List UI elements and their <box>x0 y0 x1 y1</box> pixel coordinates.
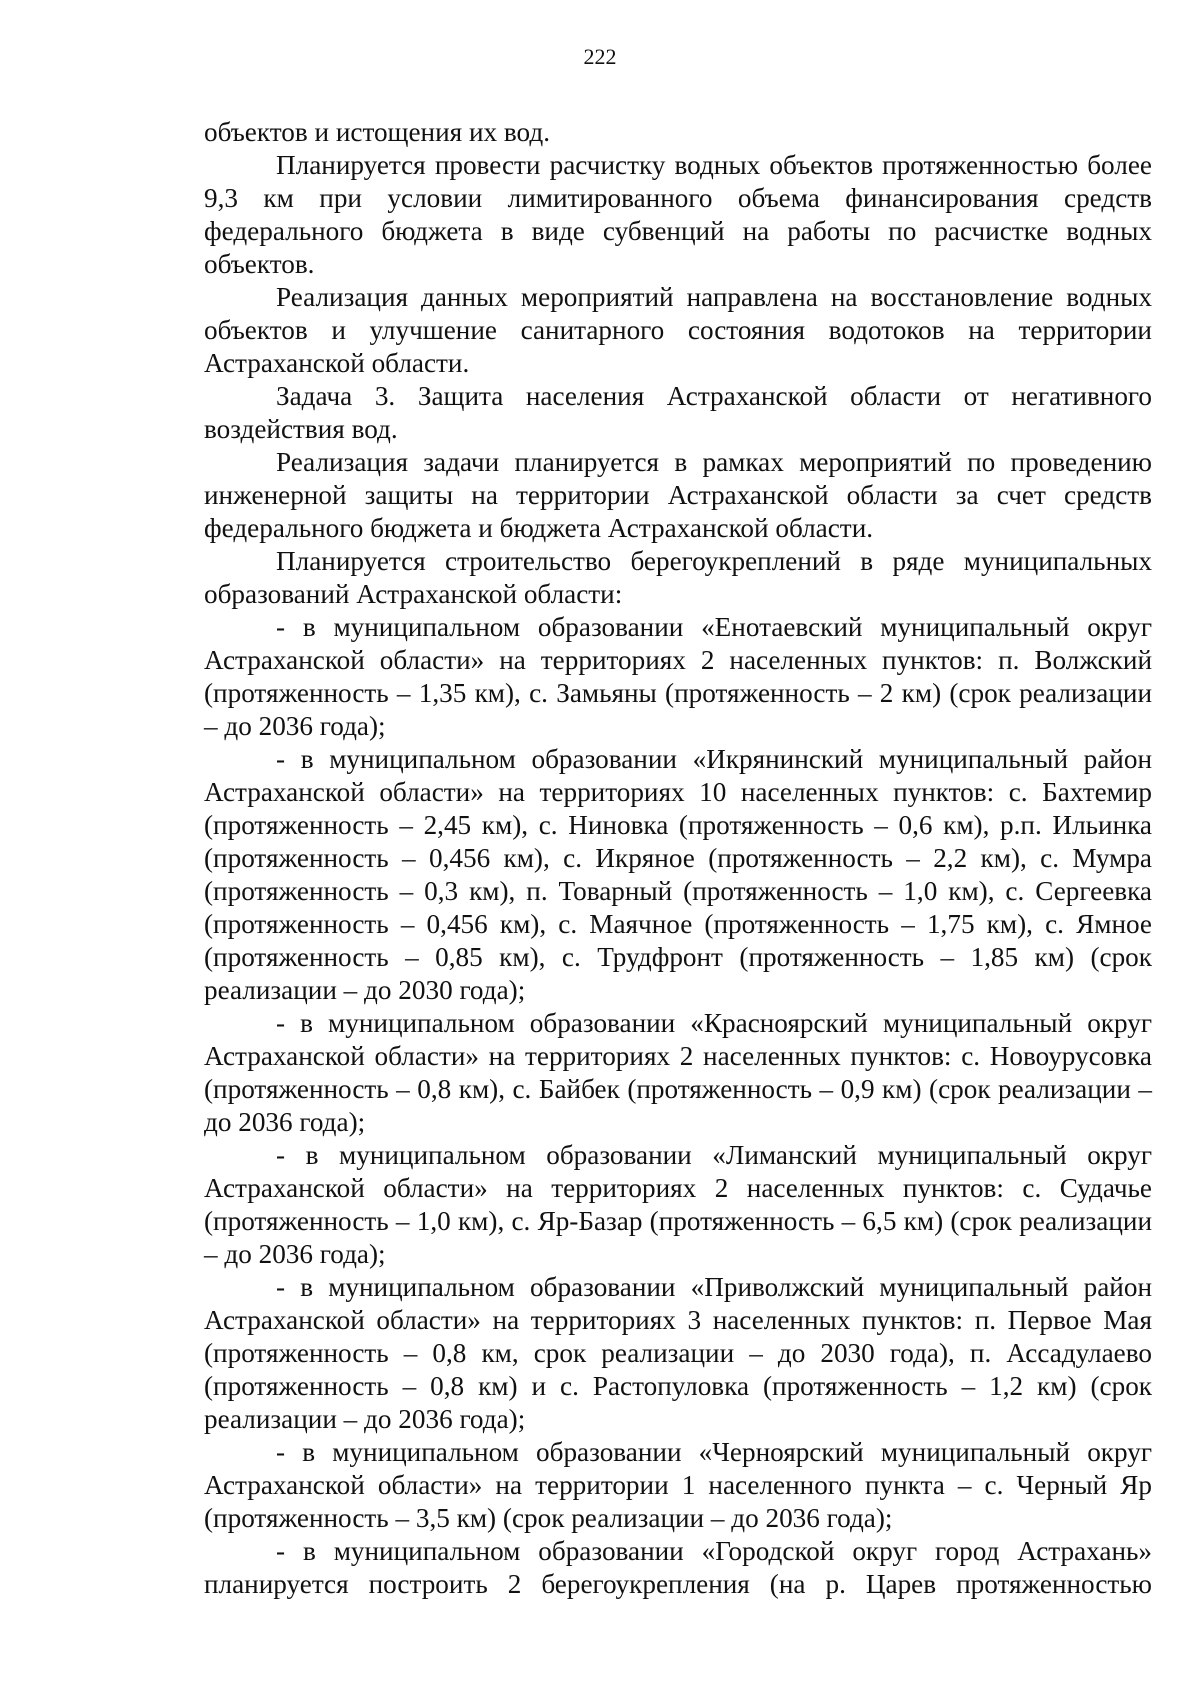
list-item-chernoyarsky: - в муниципальном образовании «Черноярский муниципальный округ Астраханской области» на территории 1 населенного пункта – с. Черный Яр (протяженность – 3,5 км) (срок реализации – до 2036 года); <box>204 1437 1152 1533</box>
paragraph-task-3-heading: Задача 3. Защита населения Астраханской области от негативного воздействия вод. <box>204 381 1152 444</box>
paragraph-water-cleaning: Планируется провести расчистку водных объектов протяженностью более 9,3 км при условии лимитированного объема финансирования средств федерального бюджета в виде субвенций на работы по расчистке водных объектов. <box>204 150 1152 279</box>
paragraph-bank-protection-intro: Планируется строительство берегоукреплений в ряде муниципальных образований Астраханской области: <box>204 546 1152 609</box>
list-item-privolzhsky: - в муниципальном образовании «Приволжский муниципальный район Астраханской области» на территориях 3 населенных пунктов: п. Первое Мая (протяженность – 0,8 км, срок реализации – до 2030 года), п. Ассадулаево (протяженность – 0,8 км) и с. Растопуловка (протяженность – 1,2 км) (срок реализации – до 2036 года); <box>204 1272 1152 1434</box>
body-text <box>204 116 1152 1601</box>
paragraph-implementation-purpose: Реализация данных мероприятий направлена на восстановление водных объектов и улучшение санитарного состояния водотоков на территории Астраханской области. <box>204 282 1152 378</box>
page-number: 222 <box>583 44 617 69</box>
paragraph-continuation: объектов и истощения их вод. <box>204 117 550 147</box>
list-item-enotaevsky: - в муниципальном образовании «Енотаевский муниципальный округ Астраханской области» на территориях 2 населенных пунктов: п. Волжский (протяженность – 1,35 км), с. Замьяны (протяженность – 2 км) (срок реализации – до 2036 года); <box>204 612 1152 741</box>
list-item-limansky: - в муниципальном образовании «Лиманский муниципальный округ Астраханской области» на территориях 2 населенных пунктов: с. Судачье (протяженность – 1,0 км), с. Яр-Базар (протяженность – 6,5 км) (срок реализации – до 2036 года); <box>204 1140 1152 1269</box>
list-item-krasnoyarsky: - в муниципальном образовании «Красноярский муниципальный округ Астраханской области» на территориях 2 населенных пунктов: с. Новоурусовка (протяженность – 0,8 км), с. Байбек (протяженность – 0,9 км) (срок реализации – до 2036 года); <box>204 1008 1152 1137</box>
list-item-ikryaninsky: - в муниципальном образовании «Икрянинский муниципальный район Астраханской области» на территориях 10 населенных пунктов: с. Бахтемир (протяженность – 2,45 км), с. Ниновка (протяженность – 0,6 км), р.п. Ильинка (протяженность – 0,456 км), с. Икряное (протяженность – 2,2 км), с. Мумра (протяженность – 0,3 км), п. Товарный (протяженность – 1,0 км), с. Сергеевка (протяженность – 0,456 км), с. Маячное (протяженность – 1,75 км), с. Ямное (протяженность – 0,85 км), с. Трудфронт (протяженность – 1,85 км) (срок реализации – до 2030 года); <box>204 744 1152 1005</box>
list-item-astrakhan-city: - в муниципальном образовании «Городской округ город Астрахань» планируется построить 2 берегоукрепления (на р. Царев протяженностью <box>204 1536 1152 1599</box>
paragraph-task-implementation: Реализация задачи планируется в рамках мероприятий по проведению инженерной защиты на территории Астраханской области за счет средств федерального бюджета и бюджета Астраханской области. <box>204 447 1152 543</box>
